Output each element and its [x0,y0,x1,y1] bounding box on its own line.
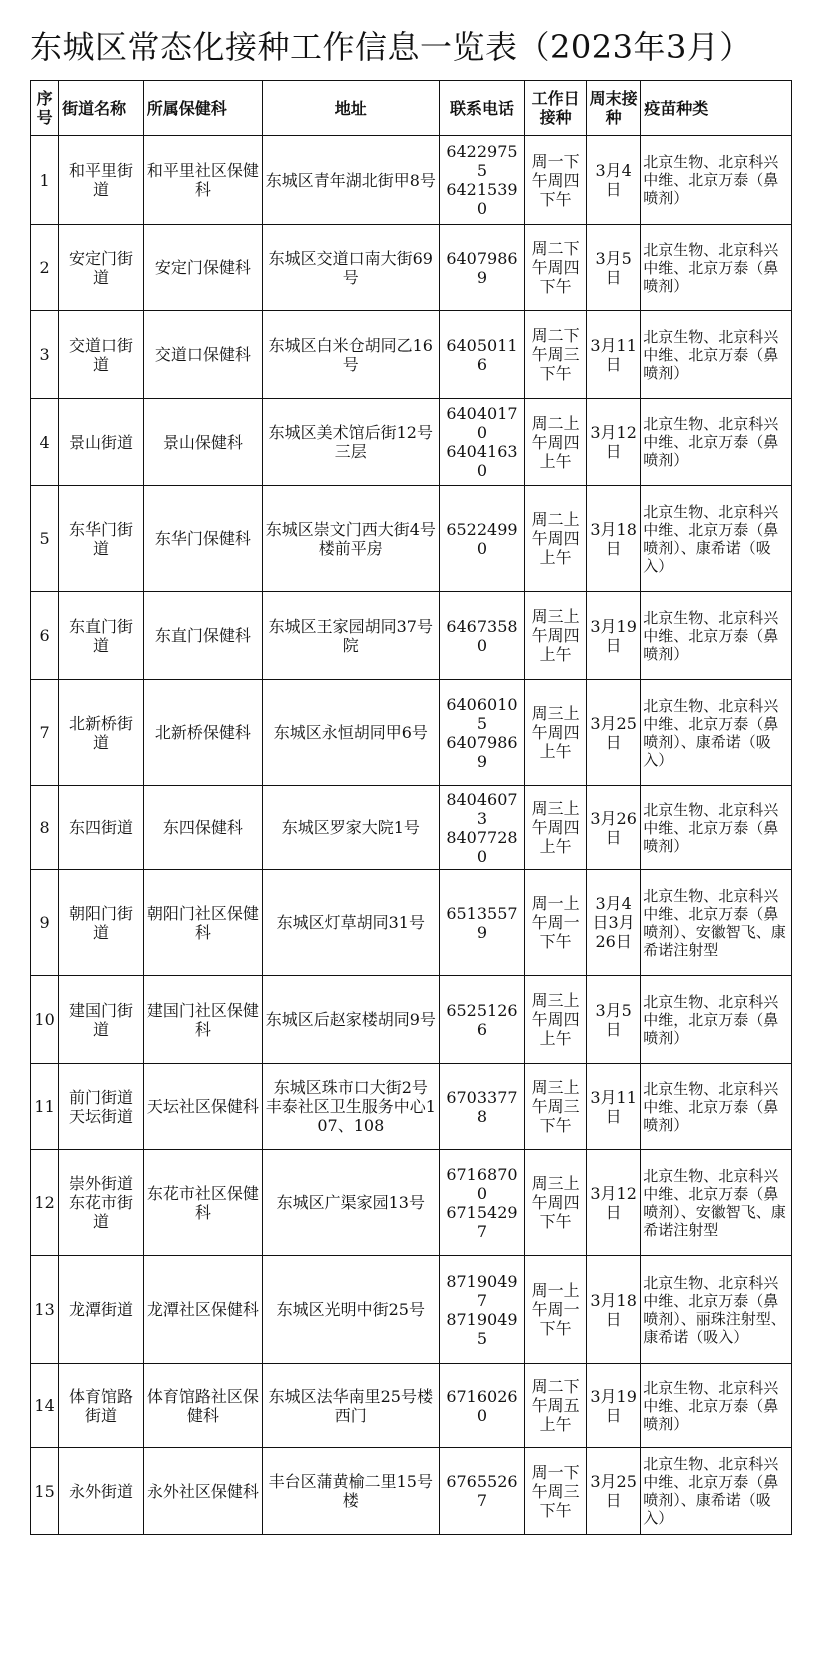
cell-address: 东城区崇文门西大街4号楼前平房 [262,486,439,592]
cell-phone [439,225,525,311]
cell-vaccines: 北京生物、北京科兴中维、北京万泰（鼻喷剂） [641,1364,792,1448]
cell-address: 东城区广渠家园13号 [262,1150,439,1256]
table-row [31,1364,792,1448]
header-address: 地址 [262,81,439,136]
cell-phone [439,311,525,399]
cell-vaccines: 北京生物、北京科兴中维、北京万泰（鼻喷剂） [641,399,792,486]
cell-clinic: 东花市社区保健科 [143,1150,262,1256]
table-row [31,1448,792,1535]
cell-weekend: 3月4日3月26日 [587,870,641,976]
phone-number: 67655267 [446,1472,518,1510]
cell-address: 东城区罗家大院1号 [262,786,439,870]
cell-vaccines: 北京生物、北京科兴中维、北京万泰（鼻喷剂）、安徽智飞、康希诺注射型 [641,1150,792,1256]
cell-weekend: 3月18日 [587,486,641,592]
cell-no: 15 [31,1448,59,1535]
cell-clinic: 建国门社区保健科 [143,976,262,1064]
phone-number: 64040170 [446,404,518,442]
vaccination-table [30,80,792,1535]
cell-address: 东城区白米仓胡同乙16号 [262,311,439,399]
header-street: 街道名称 [59,81,144,136]
cell-weekday: 周一上午周一下午 [525,1256,587,1364]
cell-vaccines: 北京生物、北京科兴中维、北京万泰（鼻喷剂） [641,225,792,311]
cell-vaccines: 北京生物、北京科兴中维、北京万泰（鼻喷剂） [641,311,792,399]
phone-number: 87190497 [446,1271,518,1310]
cell-phone [439,1256,525,1364]
cell-clinic: 朝阳门社区保健科 [143,870,262,976]
cell-vaccines: 北京生物、北京科兴中维，北京万泰（鼻喷剂） [641,976,792,1064]
phone-number: 64050116 [446,335,518,374]
cell-weekday: 周三上午周三下午 [525,1064,587,1150]
cell-weekend: 3月5日 [587,225,641,311]
cell-address: 东城区光明中街25号 [262,1256,439,1364]
cell-weekend: 3月19日 [587,592,641,680]
phone-number: 64673580 [446,616,518,655]
phone-number: 84077280 [446,827,518,866]
cell-clinic: 东四保健科 [143,786,262,870]
table-row [31,1150,792,1256]
cell-weekday: 周二下午周四下午 [525,225,587,311]
cell-weekday: 周二下午周五上午 [525,1364,587,1448]
cell-no: 7 [31,680,59,786]
cell-vaccines: 北京生物、北京科兴中维、北京万泰（鼻喷剂） [641,136,792,225]
cell-weekday: 周三上午周四上午 [525,976,587,1064]
cell-address: 东城区青年湖北街甲8号 [262,136,439,225]
cell-phone [439,1364,525,1448]
cell-vaccines: 北京生物、北京科兴中维、北京万泰（鼻喷剂）、安徽智飞、康希诺注射型 [641,870,792,976]
cell-street: 景山街道 [59,399,144,486]
cell-weekday: 周一下午周四下午 [525,136,587,225]
cell-weekend: 3月11日 [587,1064,641,1150]
cell-clinic: 东直门保健科 [143,592,262,680]
cell-street: 东直门街道 [59,592,144,680]
cell-no: 6 [31,592,59,680]
cell-vaccines: 北京生物、北京科兴中维、北京万泰（鼻喷剂） [641,786,792,870]
cell-weekend: 3月25日 [587,680,641,786]
cell-vaccines: 北京生物、北京科兴中维、北京万泰（鼻喷剂） [641,592,792,680]
cell-street: 建国门街道 [59,976,144,1064]
header-phone: 联系电话 [439,81,525,136]
cell-street: 东四街道 [59,786,144,870]
phone-number: 64079869 [446,248,518,287]
phone-number: 84046073 [446,789,518,828]
cell-no: 2 [31,225,59,311]
cell-no: 9 [31,870,59,976]
cell-street: 龙潭街道 [59,1256,144,1364]
cell-no: 5 [31,486,59,592]
cell-clinic: 景山保健科 [143,399,262,486]
cell-vaccines: 北京生物、北京科兴中维、北京万泰（鼻喷剂）、康希诺（吸入） [641,1448,792,1535]
table-row [31,311,792,399]
cell-no: 3 [31,311,59,399]
phone-number: 65135579 [446,903,518,942]
cell-address: 东城区法华南里25号楼西门 [262,1364,439,1448]
cell-weekday: 周一下午周三下午 [525,1448,587,1535]
cell-phone [439,680,525,786]
cell-no: 10 [31,976,59,1064]
cell-weekend: 3月12日 [587,1150,641,1256]
cell-weekday: 周二下午周三下午 [525,311,587,399]
page-title: 东城区常态化接种工作信息一览表（2023年3月） [30,28,752,66]
cell-street: 崇外街道东花市街道 [59,1150,144,1256]
phone-number: 64041630 [446,442,518,480]
cell-weekend: 3月4日 [587,136,641,225]
cell-address: 东城区后赵家楼胡同9号 [262,976,439,1064]
phone-number: 65251266 [446,1000,518,1039]
cell-no: 4 [31,399,59,486]
phone-number: 67033778 [446,1087,518,1126]
cell-address: 丰台区蒲黄榆二里15号楼 [262,1448,439,1535]
cell-clinic: 体育馆路社区保健科 [143,1364,262,1448]
cell-phone [439,1448,525,1535]
phone-number: 64229755 [446,142,518,180]
cell-phone [439,976,525,1064]
cell-phone [439,786,525,870]
cell-weekday: 周二上午周四上午 [525,486,587,592]
cell-phone [439,1150,525,1256]
header-clinic: 所属保健科 [143,81,262,136]
table-row [31,1064,792,1150]
table-body [31,136,792,1535]
cell-address: 东城区珠市口大街2号 丰泰社区卫生服务中心107、108 [262,1064,439,1150]
cell-address: 东城区美术馆后街12号三层 [262,399,439,486]
cell-phone [439,1064,525,1150]
cell-no: 13 [31,1256,59,1364]
cell-street: 东华门街道 [59,486,144,592]
phone-number: 64215390 [446,180,518,218]
table-row [31,680,792,786]
cell-vaccines: 北京生物、北京科兴中维、北京万泰（鼻喷剂）、丽珠注射型、康希诺（吸入） [641,1256,792,1364]
cell-clinic: 北新桥保健科 [143,680,262,786]
cell-weekend: 3月18日 [587,1256,641,1364]
cell-weekday: 周三上午周四下午 [525,1150,587,1256]
cell-address: 东城区交道口南大街69号 [262,225,439,311]
cell-clinic: 东华门保健科 [143,486,262,592]
cell-weekend: 3月26日 [587,786,641,870]
cell-street: 前门街道天坛街道 [59,1064,144,1150]
cell-vaccines: 北京生物、北京科兴中维、北京万泰（鼻喷剂）、康希诺（吸入） [641,486,792,592]
cell-no: 11 [31,1064,59,1150]
table-row [31,136,792,225]
phone-number: 64079869 [446,732,518,771]
phone-number: 65224990 [446,519,518,558]
table-header-row [31,81,792,136]
cell-phone [439,486,525,592]
table-row [31,592,792,680]
cell-clinic: 和平里社区保健科 [143,136,262,225]
cell-phone [439,136,525,225]
cell-weekend: 3月12日 [587,399,641,486]
cell-no: 14 [31,1364,59,1448]
header-no: 序号 [31,81,59,136]
cell-street: 体育馆路街道 [59,1364,144,1448]
cell-street: 永外街道 [59,1448,144,1535]
table-row [31,976,792,1064]
table-row [31,486,792,592]
cell-clinic: 交道口保健科 [143,311,262,399]
table-row [31,786,792,870]
phone-number: 64060105 [446,694,518,733]
phone-number: 67168700 [446,1164,518,1203]
cell-address: 东城区永恒胡同甲6号 [262,680,439,786]
cell-phone [439,399,525,486]
cell-weekend: 3月25日 [587,1448,641,1535]
cell-street: 北新桥街道 [59,680,144,786]
cell-weekday: 周三上午周四上午 [525,592,587,680]
cell-address: 东城区王家园胡同37号院 [262,592,439,680]
cell-no: 1 [31,136,59,225]
cell-phone [439,870,525,976]
cell-street: 安定门街道 [59,225,144,311]
cell-weekday: 周二上午周四上午 [525,399,587,486]
phone-number: 67160260 [446,1386,518,1425]
table-row [31,1256,792,1364]
cell-weekday: 周三上午周四上午 [525,786,587,870]
cell-weekend: 3月5日 [587,976,641,1064]
cell-weekday: 周一上午周一下午 [525,870,587,976]
phone-number: 67154297 [446,1202,518,1241]
cell-street: 朝阳门街道 [59,870,144,976]
cell-weekend: 3月19日 [587,1364,641,1448]
table-row [31,399,792,486]
cell-no: 8 [31,786,59,870]
cell-phone [439,592,525,680]
cell-weekday: 周三上午周四上午 [525,680,587,786]
cell-address: 东城区灯草胡同31号 [262,870,439,976]
header-weekday: 工作日接种 [525,81,587,136]
cell-clinic: 天坛社区保健科 [143,1064,262,1150]
table-row [31,225,792,311]
table-row [31,870,792,976]
cell-weekend: 3月11日 [587,311,641,399]
cell-street: 交道口街道 [59,311,144,399]
cell-clinic: 安定门保健科 [143,225,262,311]
phone-number: 87190495 [446,1309,518,1348]
cell-vaccines: 北京生物、北京科兴中维、北京万泰（鼻喷剂） [641,1064,792,1150]
header-vaccines: 疫苗种类 [641,81,792,136]
cell-no: 12 [31,1150,59,1256]
header-weekend: 周末接种 [587,81,641,136]
cell-clinic: 永外社区保健科 [143,1448,262,1535]
cell-vaccines: 北京生物、北京科兴中维、北京万泰（鼻喷剂）、康希诺（吸入） [641,680,792,786]
cell-street: 和平里街道 [59,136,144,225]
cell-clinic: 龙潭社区保健科 [143,1256,262,1364]
